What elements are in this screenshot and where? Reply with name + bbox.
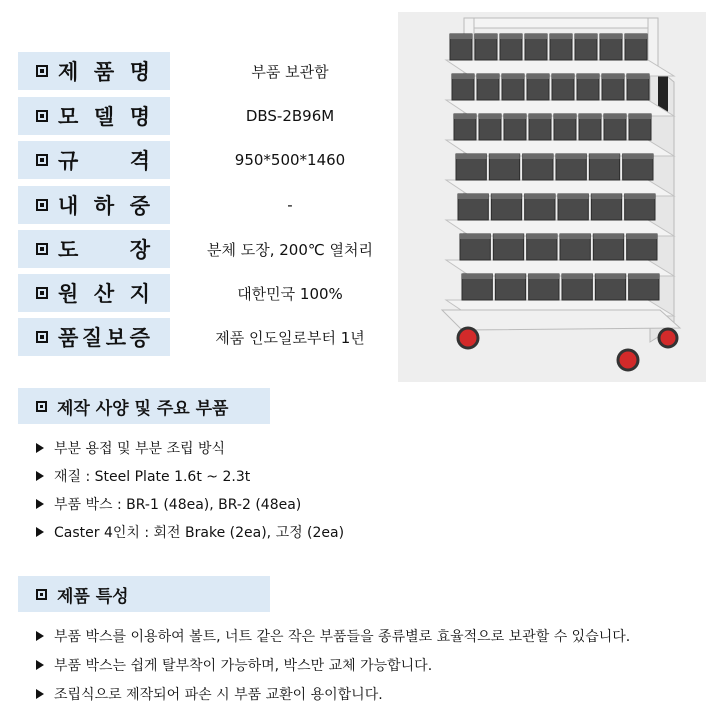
- spec-value-dimensions: 950*500*1460: [234, 151, 346, 169]
- parts-bin-lip: [560, 234, 590, 239]
- spec-value-product-name: 부품 보관함: [251, 62, 329, 81]
- spec-label-coating: [18, 230, 170, 268]
- label-char: 격: [129, 149, 150, 173]
- label-char: 명: [129, 105, 150, 129]
- label-char: 질: [81, 326, 103, 350]
- parts-bin-lip: [493, 234, 523, 239]
- parts-bin-lip: [527, 234, 557, 239]
- parts-rack-illustration: [398, 12, 706, 382]
- parts-bin-lip: [495, 274, 525, 279]
- parts-bin-lip: [593, 234, 623, 239]
- parts-bin-lip: [527, 74, 549, 79]
- label-char: 명: [129, 60, 150, 84]
- parts-bin-lip: [491, 194, 521, 199]
- section-header-features: [18, 576, 270, 612]
- parts-bin-lip: [500, 34, 522, 39]
- parts-bin-lip: [458, 194, 488, 199]
- spec-value-model-name: DBS-2B96M: [245, 107, 335, 125]
- parts-bin-lip: [629, 274, 659, 279]
- list-item: 부품 박스는 쉽게 탈부착이 가능하며, 박스만 교체 가능합니다.: [36, 655, 432, 675]
- square-bullet-icon: [36, 401, 47, 412]
- triangle-bullet-icon: [36, 631, 44, 641]
- parts-bin-lip: [452, 74, 474, 79]
- list-item: 부품 박스 : BR-1 (48ea), BR-2 (48ea): [36, 494, 301, 514]
- caster-wheel-icon: [659, 329, 677, 347]
- parts-bin-lip: [529, 114, 551, 119]
- section-title: 제품 특성: [57, 586, 129, 607]
- label-char: 원: [58, 282, 79, 306]
- triangle-bullet-icon: [36, 689, 44, 699]
- parts-bin-lip: [477, 74, 499, 79]
- label-char: 델: [93, 105, 115, 129]
- label-char: 품: [58, 326, 79, 350]
- parts-bin-lip: [625, 34, 647, 39]
- section-title: 제작 사양 및 주요 부품: [57, 398, 229, 419]
- square-bullet-icon: [36, 589, 47, 600]
- square-bullet-icon: [36, 331, 48, 343]
- spec-label-load-capacity: [18, 186, 170, 224]
- parts-bin-lip: [629, 114, 651, 119]
- parts-bin-lip: [450, 34, 472, 39]
- label-char: 보: [105, 326, 127, 350]
- parts-bin-lip: [552, 74, 574, 79]
- triangle-bullet-icon: [36, 527, 44, 537]
- parts-bin-lip: [479, 114, 501, 119]
- parts-bin-lip: [556, 154, 586, 159]
- spec-value-load-capacity: -: [287, 196, 293, 214]
- square-bullet-icon: [36, 65, 48, 77]
- caster-wheel-icon: [618, 350, 638, 370]
- parts-bin-lip: [525, 194, 555, 199]
- triangle-bullet-icon: [36, 443, 44, 453]
- parts-bin-lip: [602, 74, 624, 79]
- parts-bin-lip: [489, 154, 519, 159]
- section-header-specs: [18, 388, 270, 424]
- square-bullet-icon: [36, 243, 48, 255]
- parts-bin-lip: [577, 74, 599, 79]
- list-item: 재질 : Steel Plate 1.6t ~ 2.3t: [36, 466, 250, 486]
- list-item: 부품 박스를 이용하여 볼트, 너트 같은 작은 부품들을 종류별로 효율적으로 보관할 수 있습니다.: [36, 626, 630, 646]
- label-char: 모: [58, 105, 79, 129]
- label-char: 산: [93, 282, 115, 306]
- parts-bin-lip: [554, 114, 576, 119]
- parts-bin-lip: [575, 34, 597, 39]
- parts-bin-lip: [623, 154, 653, 159]
- parts-bin-lip: [454, 114, 476, 119]
- parts-bin-lip: [604, 114, 626, 119]
- parts-bin-lip: [627, 234, 657, 239]
- spec-label-origin: [18, 274, 170, 312]
- parts-bin-lip: [525, 34, 547, 39]
- triangle-bullet-icon: [36, 499, 44, 509]
- parts-bin-lip: [475, 34, 497, 39]
- parts-bin-lip: [504, 114, 526, 119]
- label-char: 증: [129, 326, 150, 350]
- spec-label-product-name: [18, 52, 170, 90]
- label-char: 내: [58, 194, 79, 218]
- parts-bin-lip: [523, 154, 553, 159]
- parts-bin-lip: [502, 74, 524, 79]
- label-char: 하: [93, 194, 115, 218]
- parts-bin-lip: [562, 274, 592, 279]
- caster-wheel-icon: [458, 328, 478, 348]
- parts-bin-lip: [625, 194, 655, 199]
- parts-bin-lip: [595, 274, 625, 279]
- parts-bin-lip: [550, 34, 572, 39]
- spec-label-model-name: [18, 97, 170, 135]
- parts-bin-lip: [462, 274, 492, 279]
- spec-label-dimensions: [18, 141, 170, 179]
- triangle-bullet-icon: [36, 471, 44, 481]
- parts-bin-lip: [589, 154, 619, 159]
- spec-value-warranty: 제품 인도일로부터 1년: [215, 328, 365, 347]
- parts-bin-lip: [558, 194, 588, 199]
- triangle-bullet-icon: [36, 660, 44, 670]
- label-char: 규: [58, 149, 79, 173]
- label-char: 장: [129, 238, 150, 262]
- parts-bin-lip: [591, 194, 621, 199]
- label-char: 중: [129, 194, 150, 218]
- label-char: 도: [58, 238, 79, 262]
- square-bullet-icon: [36, 154, 48, 166]
- list-item: 조립식으로 제작되어 파손 시 부품 교환이 용이합니다.: [36, 684, 383, 704]
- label-char: 지: [129, 282, 150, 306]
- parts-bin-lip: [460, 234, 490, 239]
- label-char: 품: [93, 60, 115, 84]
- list-item: 부분 용접 및 부분 조립 방식: [36, 438, 225, 458]
- list-item: Caster 4인치 : 회전 Brake (2ea), 고정 (2ea): [36, 522, 344, 542]
- parts-bin-lip: [600, 34, 622, 39]
- spec-label-warranty: [18, 318, 170, 356]
- parts-bin-lip: [456, 154, 486, 159]
- spec-value-coating: 분체 도장, 200℃ 열처리: [207, 240, 373, 259]
- product-image: [398, 12, 706, 382]
- label-char: 제: [58, 60, 79, 84]
- square-bullet-icon: [36, 110, 48, 122]
- square-bullet-icon: [36, 287, 48, 299]
- spec-value-origin: 대한민국 100%: [237, 284, 343, 303]
- parts-bin-lip: [627, 74, 649, 79]
- square-bullet-icon: [36, 199, 48, 211]
- parts-bin-lip: [529, 274, 559, 279]
- parts-bin-lip: [579, 114, 601, 119]
